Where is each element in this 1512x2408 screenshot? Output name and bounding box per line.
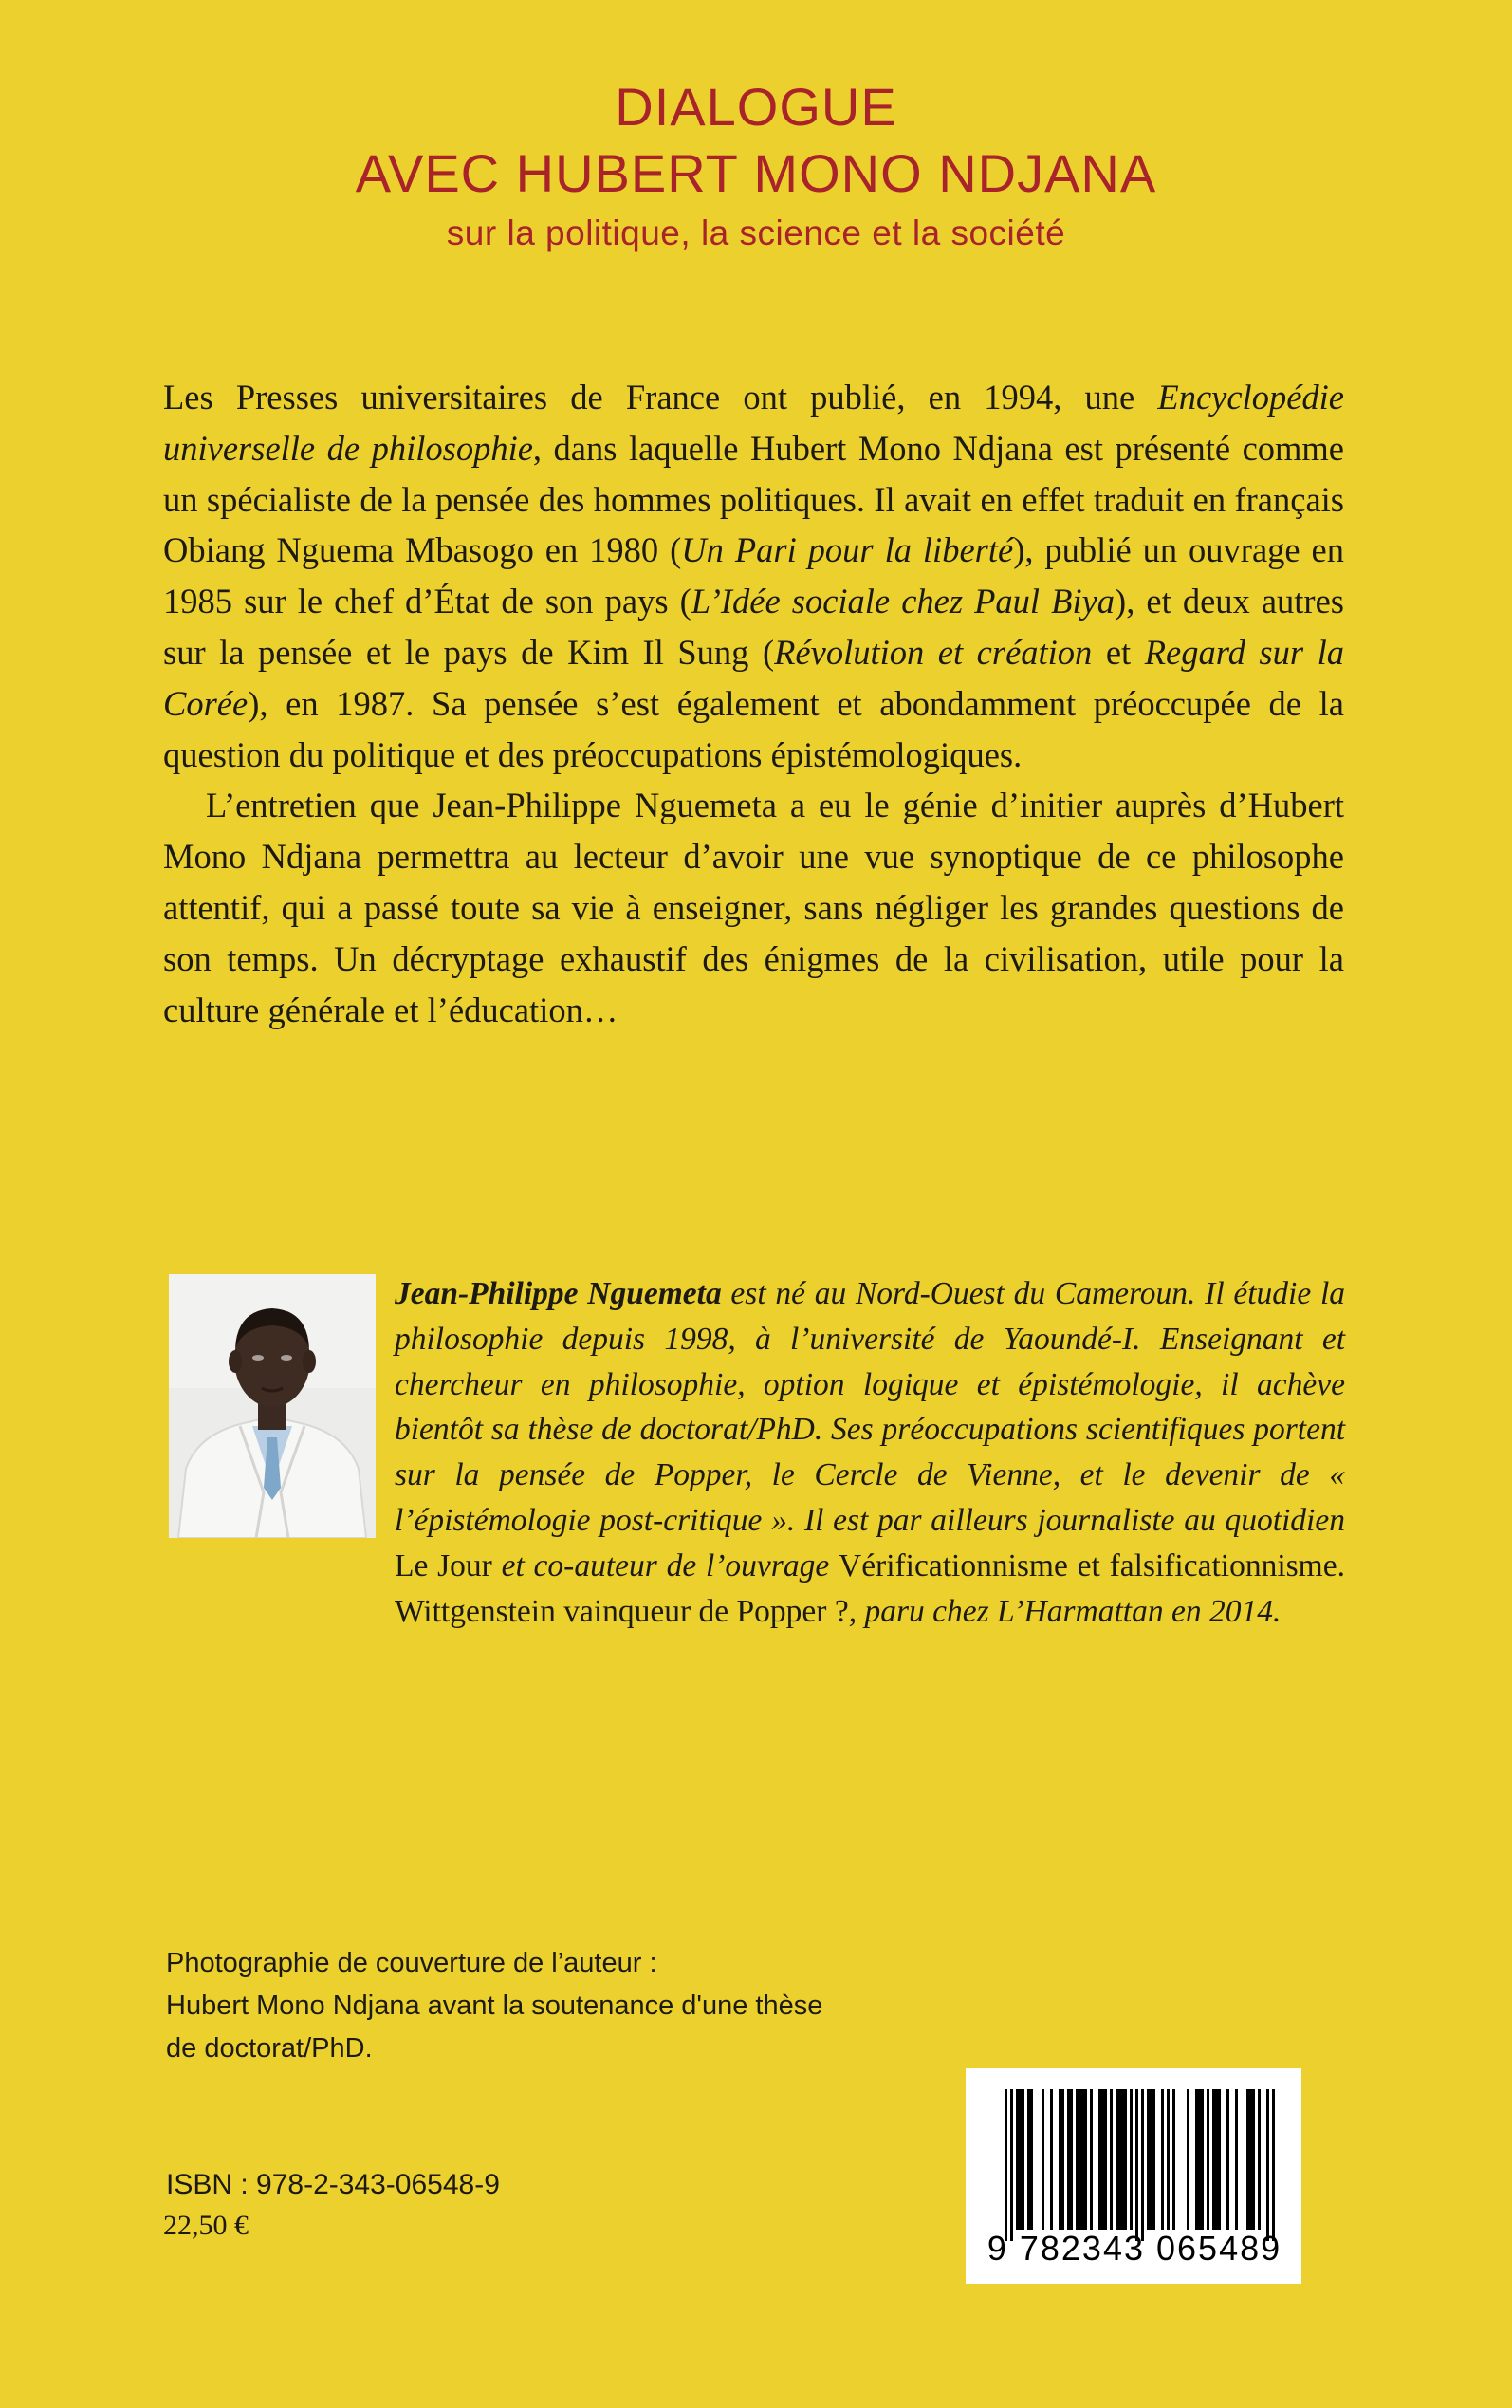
barcode-bar [1079,2089,1081,2230]
barcode-bar [1172,2089,1175,2230]
bio-text: et co-auteur de l’ouvrage [491,1547,839,1584]
barcode-bar [1121,2089,1124,2230]
subtitle: sur la politique, la science et la société [446,213,1066,252]
barcode-bar [1161,2089,1164,2230]
summary-text: ), en 1987. Sa pensée s’est également et abondamment préoccupée de la question du politique et des préoccupations épistémologiques. [163,683,1344,774]
barcode-bar [1266,2089,1269,2241]
summary-italic-title: Encyclopédie universelle de philosophie [163,378,1344,468]
barcode-bar [1130,2089,1133,2230]
barcode-bar [1022,2089,1024,2230]
barcode-bar [1246,2089,1249,2230]
barcode-bar [1030,2089,1033,2230]
title-line-2: AVEC HUBERT MONO NDJANA [355,143,1157,203]
summary-text: , dans laquelle Hubert Mono Ndjana est présenté comme un spécialiste de la pensée des hommes politiques. Il avait en effet traduit en français Obiang Nguema Mbasogo en 1980 ( [163,428,1345,570]
photo-credit-line-1: Photographie de couverture de l’auteur : [166,1948,657,1978]
barcode-bar [1198,2089,1201,2230]
barcode-bar [1272,2089,1275,2241]
author-bio-paragraph [395,1271,1345,1634]
barcode-digits: 9 782343 065489 [986,2229,1282,2268]
barcode-bar [1187,2089,1189,2230]
barcode-bar [1027,2089,1030,2230]
barcode-bar [1124,2089,1127,2230]
summary-italic-title: Regard sur la Corée [163,632,1344,723]
summary-italic-title: Révolution et création [774,632,1093,672]
barcode-bar [1235,2089,1238,2230]
barcode-bar [1067,2089,1070,2230]
photo-credit [166,1942,1020,2070]
barcode-bar [1212,2089,1215,2230]
barcode-bar [1215,2089,1218,2230]
barcode-bar [1135,2089,1138,2241]
barcode-bar [1104,2089,1107,2230]
barcode-bar [1110,2089,1113,2230]
summary-text: ), et deux autres sur la pensée et le pays de Kim Il Sung ( [163,582,1344,672]
price: 22,50 € [163,2210,249,2241]
barcode-bar [1118,2089,1121,2230]
barcode-bar [1042,2089,1044,2230]
barcode-bar [1019,2089,1022,2230]
bio-text: est né au Nord-Ouest du Cameroun. Il étudie la philosophie depuis 1998, à l’université de Yaoundé-I. Enseignant et chercheur en philosophie, option logique et épistémologie, il achève bientôt sa thèse de doctorat/PhD. Ses préoccupations scientifiques portent sur la pensée de Popper, le Cercle de Vienne, et le devenir de « l’épistémologie post-critique ». Il est par ailleurs journaliste au quotidien [395,1276,1345,1538]
barcode-bar [1167,2089,1170,2230]
barcode-bar [1005,2089,1007,2241]
summary-text: ), publié un ouvrage en 1985 sur le chef d’État de son pays ( [163,530,1344,621]
summary-text: et [1092,632,1145,672]
barcode-bar [1101,2089,1104,2230]
isbn: ISBN : 978-2-343-06548-9 [166,2169,500,2200]
summary-paragraph-1 [163,372,1344,780]
barcode-bar [1090,2089,1093,2230]
photo-credit-line-3: de doctorat/PhD. [166,2033,373,2064]
book-summary [163,372,1344,1035]
barcode-bar [1061,2089,1064,2230]
author-name: Jean-Philippe Nguemeta [395,1276,722,1311]
summary-text: Les Presses universitaires de France ont publié, en 1994, une [163,378,1158,417]
barcode-bar [1016,2089,1019,2230]
title-line-1: DIALOGUE [615,77,897,137]
barcode-bar [1218,2089,1221,2230]
barcode-bar [1098,2089,1101,2230]
cover-title-block [0,74,1512,260]
barcode-bar [1258,2089,1261,2230]
newspaper-name: Le Jour [395,1547,492,1584]
summary-italic-title: L’Idée sociale chez Paul Biya [691,582,1116,621]
barcode-bar [1252,2089,1255,2230]
barcode-bar [1249,2089,1252,2230]
barcode-bar [1010,2089,1013,2241]
barcode-bar [1050,2089,1053,2230]
barcode-bar [1195,2089,1198,2230]
photo-credit-line-2: Hubert Mono Ndjana avant la soutenance d'une thèse [166,1991,823,2021]
barcode-bar [1084,2089,1087,2230]
coauthored-book-title: Vérificationnisme et falsificationnisme. Wittgenstein vainqueur de Popper ? [395,1547,1345,1629]
author-bio [395,1271,1345,1634]
barcode [966,2068,1301,2284]
barcode-bar [1201,2089,1204,2230]
summary-paragraph-2: L’entretien que Jean-Philippe Nguemeta a eu le génie d’initier auprès d’Hubert Mono Ndjana permettra au lecteur d’avoir une vue synoptique de ce philosophe attentif, qui a passé toute sa vie à enseigner, sans négliger les grandes questions de son temps. Un décryptage exhaustif des énigmes de la civilisation, utile pour la culture générale et l’éducation… [163,786,1344,1029]
barcode-bar [1116,2089,1118,2230]
bio-text: , paru chez L’Harmattan en 2014. [848,1593,1282,1629]
barcode-bar [1076,2089,1079,2230]
summary-italic-title: Un Pari pour la liberté [681,530,1014,570]
barcode-bar [1226,2089,1229,2230]
author-photo [169,1274,376,1538]
barcode-bar [1150,2089,1152,2230]
barcode-bar [1152,2089,1155,2230]
barcode-bar [1070,2089,1073,2230]
barcode-bar [1141,2089,1144,2241]
barcode-bar [1207,2089,1209,2230]
barcode-bar [1081,2089,1084,2230]
barcode-bar [1059,2089,1061,2230]
barcode-bar [1147,2089,1150,2230]
